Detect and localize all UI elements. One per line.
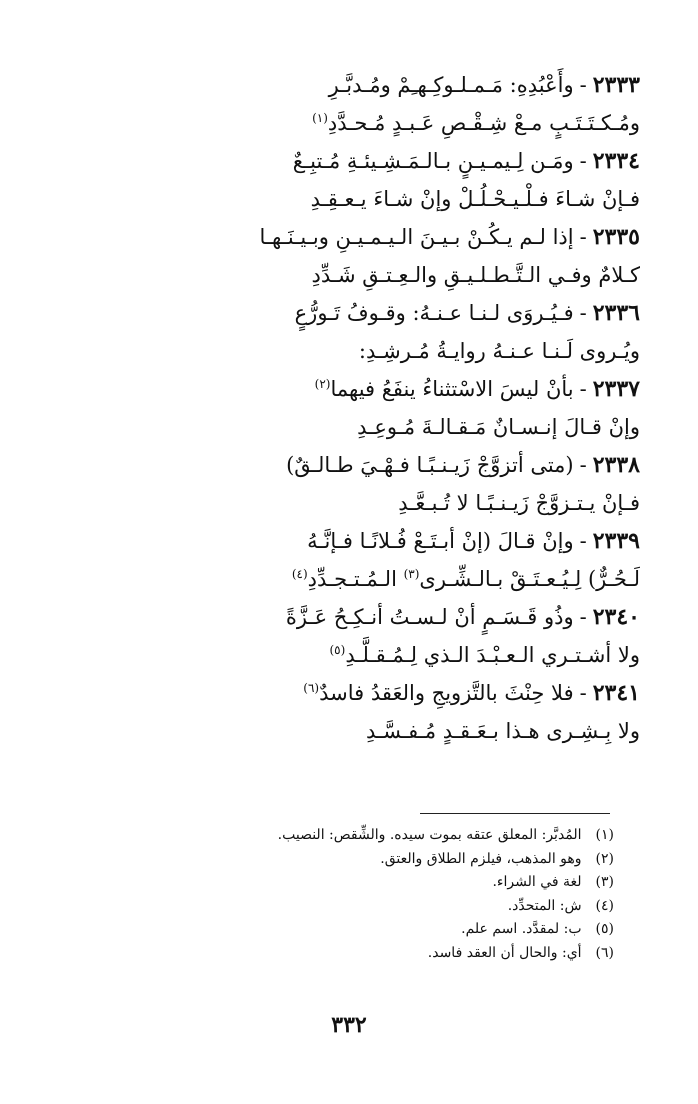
- footnote-number: (٢): [595, 850, 614, 867]
- verse-text: كـلامٌ وفـي الـتَّـطـلـيـقِ والـعِـتـقِ شَـدِّدِ: [311, 263, 640, 287]
- verse-text: ومَـن لِـيمـيـنٍ بـالـمَـشِـيئـةِ مُـتبِـعٌ: [292, 149, 574, 173]
- footnote-number: (٣): [595, 874, 614, 890]
- footnotes: [40, 824, 614, 965]
- footnote-item: [40, 824, 614, 848]
- verse-first-hemistich: ٢٣٤١-فلا حِنْثَ بالتَّزويجِ والعَقدُ فاسدٌ$^{(٦)}$: [303, 680, 640, 706]
- verse-text: لَـحُـرٌّ) لِـيُـعـتَـقْ بـالـشِّـرى: [419, 567, 640, 591]
- verse-list: [16, 66, 640, 750]
- footnote-text: وهو المذهب، فيلزم الطلاق والعتق.: [380, 850, 582, 867]
- footnote-text: ش: المتحدِّد.: [507, 897, 582, 914]
- verse-second-hemistich: [16, 104, 640, 142]
- verse-number: ٢٣٣٨: [592, 452, 640, 478]
- verse-number: ٢٣٤٠: [592, 604, 640, 630]
- footnote-number: (١): [595, 827, 614, 843]
- footnote-marker: (٦): [303, 681, 320, 695]
- footnote-text: لغة في الشراء.: [492, 874, 582, 890]
- verse-number: ٢٣٤١: [592, 680, 640, 706]
- verse-text: وإنْ قـالَ (إنْ أبـتَـعْ فُـلانًـا فـإنَّـهُ: [307, 529, 574, 553]
- verse-2337: [16, 370, 640, 446]
- footnote-marker: (١): [312, 111, 328, 125]
- footnote-marker: (٥): [329, 643, 346, 657]
- footnote-item: [40, 895, 614, 919]
- verse-2334: [16, 142, 640, 218]
- verse-text: وأَعْبُدِهِ: مَـمـلـوكِـهـِمْ ومُـدبَّـرِ: [328, 73, 574, 97]
- verse-second-hemistich: [16, 560, 640, 598]
- verse-text: (متى أتزوَّجْ زَيـنـبًـا فـهْـيَ طـالـقٌ): [286, 453, 574, 477]
- verse-2340: [16, 598, 640, 674]
- verse-first-hemistich: ٢٣٣٧-بأنْ ليسَ الاسْتثناءُ ينفَعُ فيهما$^{(٢)}$: [314, 376, 640, 402]
- verse-text: فلا حِنْثَ بالتَّزويجِ والعَقدُ فاسدٌ: [319, 681, 574, 705]
- verse-2336: [16, 294, 640, 370]
- footnote-item: [40, 871, 614, 895]
- verse-second-hemistich: [16, 180, 640, 218]
- verse-first-hemistich: ٢٣٣٩-وإنْ قـالَ (إنْ أبـتَـعْ فُـلانًـا فـإنَّـهُ: [307, 528, 640, 554]
- verse-text: بأنْ ليسَ الاسْتثناءُ ينفَعُ فيهما: [330, 377, 574, 401]
- footnote-number: (٥): [595, 921, 614, 937]
- verse-2341: [16, 674, 640, 750]
- page-number: ٣٣٢: [331, 1012, 367, 1038]
- footnote-marker: (٤): [291, 567, 308, 581]
- verse-second-hemistich: [16, 332, 640, 370]
- verse-number: ٢٣٣٣: [592, 72, 640, 98]
- footnote-marker: (٣): [403, 567, 420, 581]
- verse-number: ٢٣٣٥: [592, 224, 640, 250]
- verse-2339: [16, 522, 640, 598]
- footnote-item: [40, 848, 614, 872]
- verse-text: ولا بِـشِـرى هـذا بـعَـقـدٍ مُـفـسَّـدِ: [366, 719, 640, 743]
- verse-number: ٢٣٣٩: [592, 528, 640, 554]
- verse-text: ولا أشـتـري الـعـبْـدَ الـذي لِـمُـقـلَّـدِ: [345, 643, 640, 667]
- verse-text: فـيُـروَى لـنـا عـنـهُ: وقـوفُ تَـورُّعٍ: [294, 301, 574, 325]
- verse-first-hemistich: ٢٣٣٦-فـيُـروَى لـنـا عـنـهُ: وقـوفُ تَـورُّعٍ: [294, 300, 640, 326]
- verse-text: وذُو قَـسَـمٍ أنْ لـسـتُ أنـكِـحُ عَـزَّةً: [285, 605, 574, 629]
- footnote-number: (٤): [595, 897, 614, 914]
- verse-first-hemistich: ٢٣٣٣-وأَعْبُدِهِ: مَـمـلـوكِـهـِمْ ومُـدبَّـرِ: [328, 72, 640, 98]
- verse-2338: [16, 446, 640, 522]
- verse-second-hemistich: [16, 484, 640, 522]
- verse-number: ٢٣٣٤: [592, 148, 640, 174]
- verse-text: الـمُـتـجـدِّدِ: [307, 567, 397, 591]
- verse-first-hemistich: ٢٣٣٥-إذا لـم يـكُـنْ بـيـنَ الـيـمـيـنِ وبـيـنَـهـا: [259, 224, 640, 250]
- verse-text: ويُـروى لَـنـا عـنـهُ روايـةُ مُـرشِـدِ:: [358, 339, 640, 363]
- verse-first-hemistich: ٢٣٤٠-وذُو قَـسَـمٍ أنْ لـسـتُ أنـكِـحُ عَـزَّةً: [285, 604, 640, 630]
- verse-text: وإنْ قـالَ إنـسـانٌ مَـقـالـةَ مُـوعِـدِ: [357, 415, 640, 439]
- footnote-number: (٦): [595, 944, 614, 961]
- verse-number: ٢٣٣٦: [592, 300, 640, 326]
- verse-text: فـإنْ شـاءَ فـلْـيـحْـلُـلْ وإنْ شـاءَ يـعـقِـدِ: [310, 187, 640, 211]
- verse-first-hemistich: ٢٣٣٨-(متى أتزوَّجْ زَيـنـبًـا فـهْـيَ طـالـقٌ): [286, 452, 640, 478]
- verse-text: إذا لـم يـكُـنْ بـيـنَ الـيـمـيـنِ وبـيـنَـهـا: [259, 225, 574, 249]
- verse-text: فـإنْ يـتـزوَّجْ زَيـنـبًـا لا تُـبـعَّـدِ: [398, 491, 640, 515]
- verse-second-hemistich: [16, 408, 640, 446]
- footnote-text: أي: والحال أن العقد فاسد.: [427, 944, 582, 961]
- verse-first-hemistich: ٢٣٣٤-ومَـن لِـيمـيـنٍ بـالـمَـشِـيئـةِ مُـتبِـعٌ: [292, 148, 640, 174]
- verse-text: ومُـكـتَـتَـبٍ مـعْ شِـقْـصِ عَـبـدٍ مُـحـدَّدِ: [327, 111, 640, 135]
- footnote-text: المُدبَّر: المعلق عتقه بموت سيده. والشِّقص: النصيب.: [277, 827, 582, 843]
- footnote-item: [40, 918, 614, 942]
- footnote-text: ب: لمقدَّد. اسم علم.: [461, 921, 582, 937]
- verse-second-hemistich: [16, 636, 640, 674]
- verse-number: ٢٣٣٧: [592, 376, 640, 402]
- verse-second-hemistich: [16, 256, 640, 294]
- footnote-marker: (٢): [314, 377, 331, 391]
- verse-2335: [16, 218, 640, 294]
- footnote-item: [40, 942, 614, 966]
- verse-second-hemistich: [16, 712, 640, 750]
- footnote-divider: [420, 813, 610, 814]
- verse-2333: [16, 66, 640, 142]
